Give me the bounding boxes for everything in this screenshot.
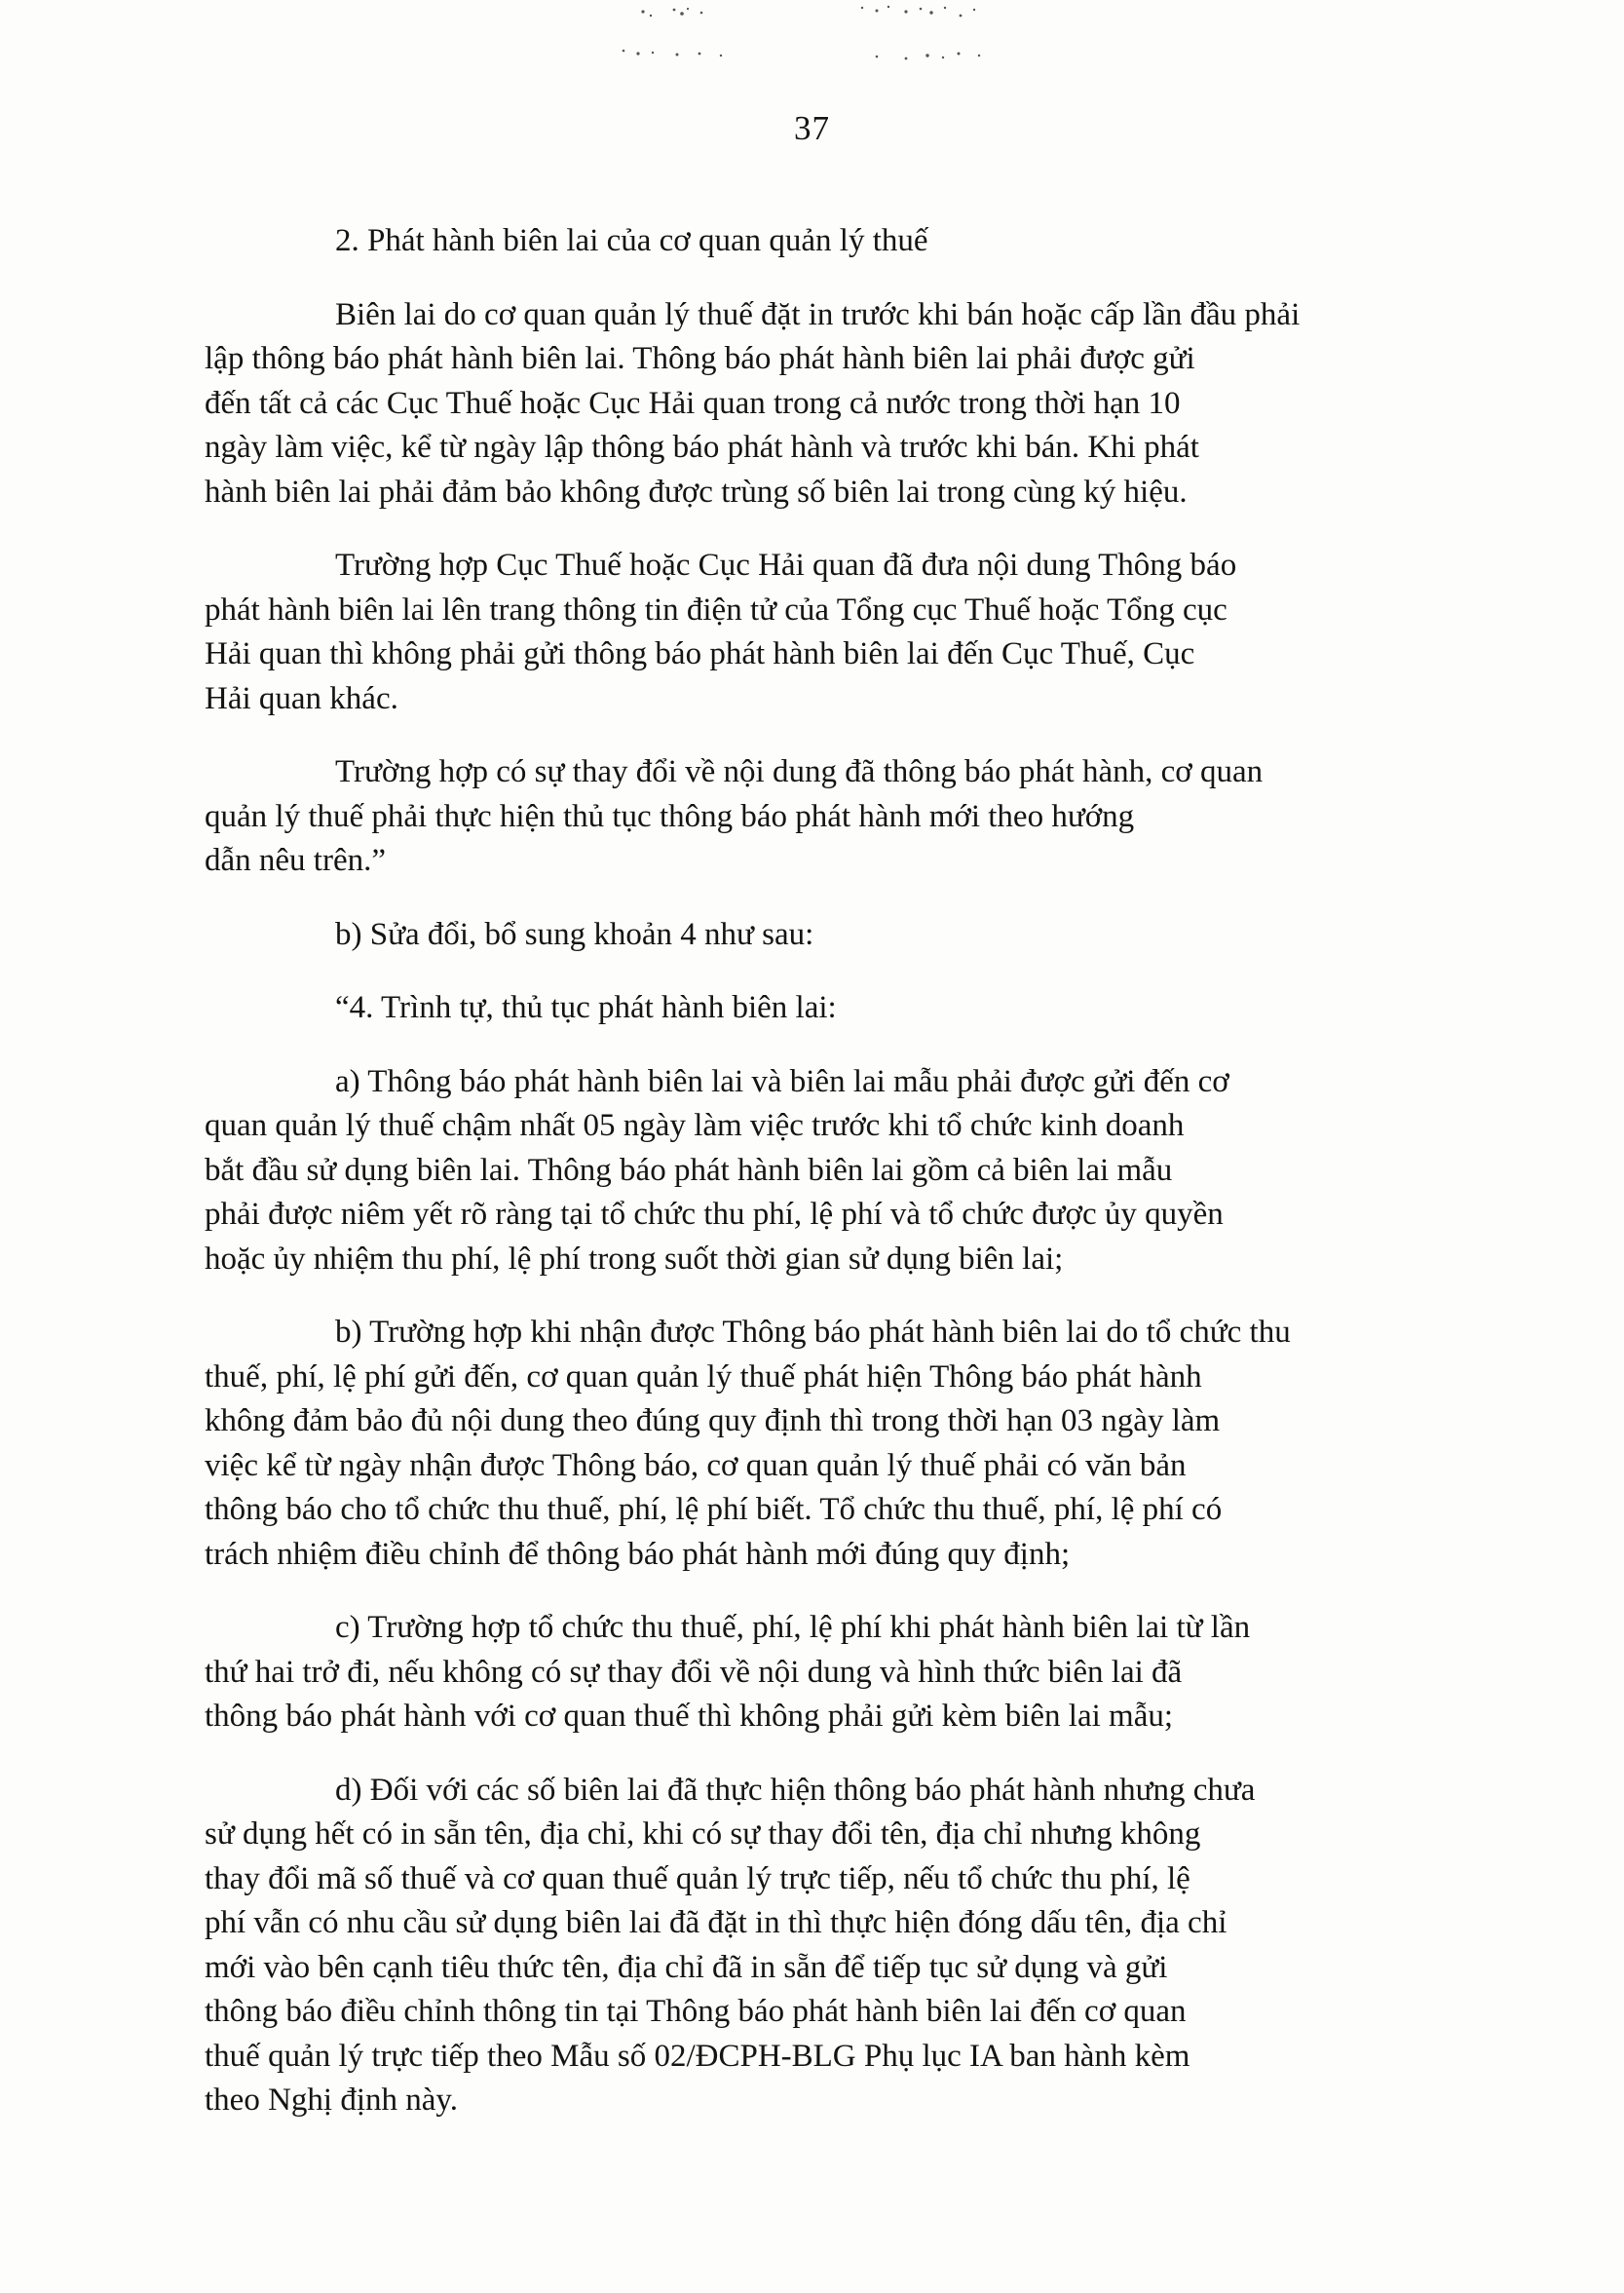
paragraph	[205, 293, 1452, 516]
text-line: Hải quan thì không phải gửi thông báo phát hành biên lai đến Cục Thuế, Cục	[205, 636, 1195, 671]
paragraph	[205, 1606, 1452, 1739]
text-line: Trường hợp Cục Thuế hoặc Cục Hải quan đã đưa nội dung Thông báo	[335, 548, 1237, 583]
scan-artifact	[585, 0, 1033, 78]
document-body	[205, 219, 1452, 2153]
text-line: b) Sửa đổi, bổ sung khoản 4 như sau:	[335, 916, 814, 952]
text-line: c) Trường hợp tổ chức thu thuế, phí, lệ phí khi phát hành biên lai từ lần	[335, 1610, 1251, 1645]
text-line: quan quản lý thuế chậm nhất 05 ngày làm việc trước khi tổ chức kinh doanh	[205, 1108, 1185, 1143]
text-line: ngày làm việc, kể từ ngày lập thông báo phát hành và trước khi bán. Khi phát	[205, 430, 1199, 465]
text-line: phát hành biên lai lên trang thông tin điện tử của Tổng cục Thuế hoặc Tổng cục	[205, 592, 1227, 628]
text-line: d) Đối với các số biên lai đã thực hiện thông báo phát hành nhưng chưa	[335, 1772, 1256, 1808]
text-line: “4. Trình tự, thủ tục phát hành biên lai:	[335, 990, 837, 1025]
text-line: quản lý thuế phải thực hiện thủ tục thông báo phát hành mới theo hướng	[205, 798, 1135, 834]
text-line: bắt đầu sử dụng biên lai. Thông báo phát hành biên lai gồm cả biên lai mẫu	[205, 1152, 1173, 1188]
paragraph	[205, 750, 1452, 884]
text-line: trách nhiệm điều chỉnh để thông báo phát hành mới đúng quy định;	[205, 1536, 1071, 1572]
text-line: Trường hợp có sự thay đổi về nội dung đã thông báo phát hành, cơ quan	[335, 754, 1264, 789]
text-line: mới vào bên cạnh tiêu thức tên, địa chỉ đã in sẵn để tiếp tục sử dụng và gửi	[205, 1949, 1168, 1985]
paragraph	[205, 1769, 1452, 2123]
paragraph	[205, 1311, 1452, 1577]
text-line: việc kể từ ngày nhận được Thông báo, cơ quan quản lý thuế phải có văn bản	[205, 1447, 1187, 1483]
text-line: hoặc ủy nhiệm thu phí, lệ phí trong suốt thời gian sử dụng biên lai;	[205, 1241, 1064, 1277]
page-number: 37	[794, 109, 830, 147]
text-line: phí vẫn có nhu cầu sử dụng biên lai đã đặt in thì thực hiện đóng dấu tên, địa chỉ	[205, 1905, 1227, 1940]
text-line: Hải quan khác.	[205, 680, 398, 716]
text-line: thay đổi mã số thuế và cơ quan thuế quản lý trực tiếp, nếu tổ chức thu phí, lệ	[205, 1860, 1190, 1896]
text-line: thứ hai trở đi, nếu không có sự thay đổi về nội dung và hình thức biên lai đã	[205, 1654, 1183, 1690]
text-line: hành biên lai phải đảm bảo không được trùng số biên lai trong cùng ký hiệu.	[205, 474, 1188, 510]
text-line: thông báo cho tổ chức thu thuế, phí, lệ phí biết. Tổ chức thu thuế, phí, lệ phí có	[205, 1492, 1223, 1527]
text-line: đến tất cả các Cục Thuế hoặc Cục Hải quan trong cả nước trong thời hạn 10	[205, 385, 1181, 421]
paragraph	[331, 986, 1452, 1031]
text-line: sử dụng hết có in sẵn tên, địa chỉ, khi có sự thay đổi tên, địa chỉ nhưng không	[205, 1816, 1201, 1852]
paragraph	[205, 544, 1452, 721]
text-line: thuế, phí, lệ phí gửi đến, cơ quan quản lý thuế phát hiện Thông báo phát hành	[205, 1358, 1202, 1395]
text-line: theo Nghị định này.	[205, 2083, 458, 2118]
text-line: a) Thông báo phát hành biên lai và biên lai mẫu phải được gửi đến cơ	[335, 1063, 1229, 1099]
text-line: thuế quản lý trực tiếp theo Mẫu số 02/ĐCPH-BLG Phụ lục IA ban hành kèm	[205, 2038, 1190, 2074]
section-heading: 2. Phát hành biên lai của cơ quan quản lý thuế	[335, 223, 928, 258]
text-line: thông báo điều chỉnh thông tin tại Thông báo phát hành biên lai đến cơ quan	[205, 1994, 1187, 2029]
text-line: không đảm bảo đủ nội dung theo đúng quy định thì trong thời hạn 03 ngày làm	[205, 1403, 1221, 1438]
text-line: phải được niêm yết rõ ràng tại tổ chức thu phí, lệ phí và tổ chức được ủy quyền	[205, 1197, 1224, 1232]
text-line: dẫn nêu trên.”	[205, 843, 386, 878]
text-line: lập thông báo phát hành biên lai. Thông báo phát hành biên lai phải được gửi	[205, 341, 1195, 376]
paragraph	[205, 1060, 1452, 1282]
text-line: b) Trường hợp khi nhận được Thông báo phát hành biên lai do tổ chức thu	[335, 1315, 1291, 1350]
paragraph	[331, 913, 1452, 958]
text-line: Biên lai do cơ quan quản lý thuế đặt in trước khi bán hoặc cấp lần đầu phải	[335, 296, 1301, 332]
text-line: thông báo phát hành với cơ quan thuế thì không phải gửi kèm biên lai mẫu;	[205, 1699, 1174, 1734]
